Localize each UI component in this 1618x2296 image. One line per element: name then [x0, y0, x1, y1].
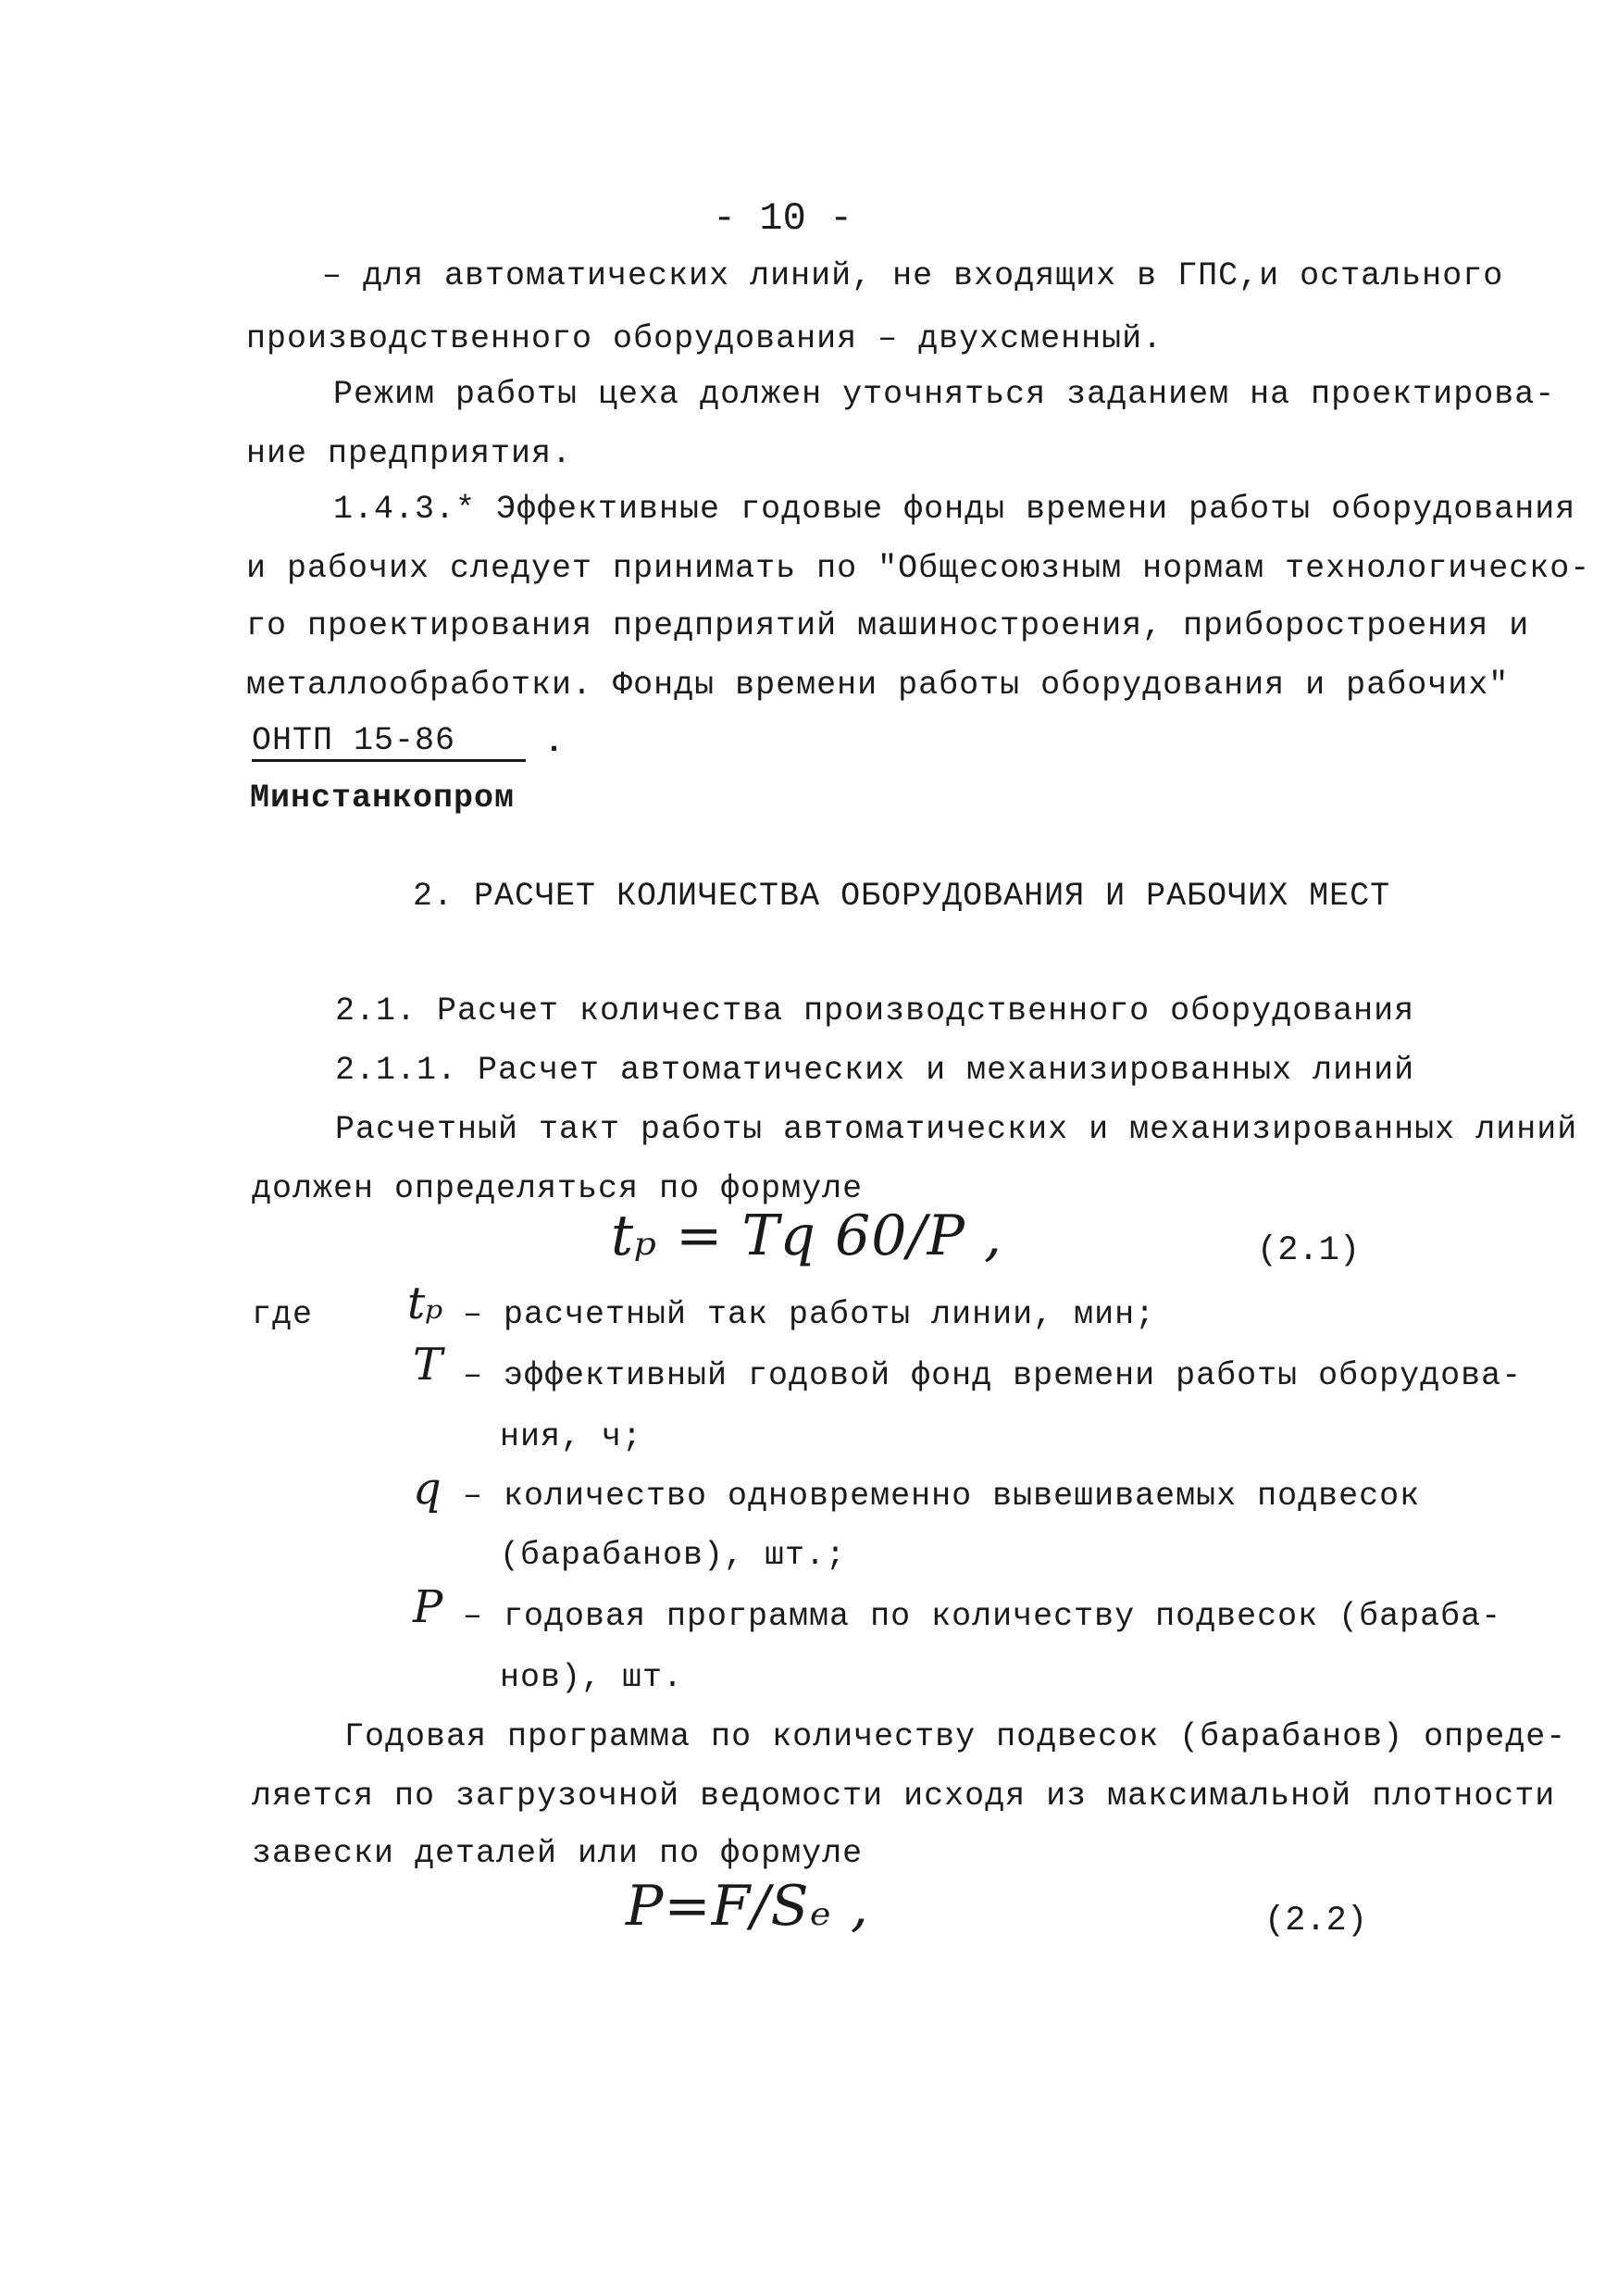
- text-line: 1.4.3.* Эффективные годовые фонды времени работы оборудования: [333, 491, 1576, 528]
- definition-text: – эффективный годовой фонд времени работы оборудова-: [463, 1357, 1523, 1394]
- standard-reference: ОНТП 15-86: [252, 722, 526, 762]
- definition-cont: (барабанов), шт.;: [500, 1537, 847, 1574]
- text-line: и рабочих следует принимать по "Общесоюзным нормам технологическо-: [246, 550, 1591, 587]
- text-line: ляется по загрузочной ведомости исходя из максимальной плотности: [252, 1778, 1556, 1815]
- definition-cont: нов), шт.: [500, 1659, 684, 1696]
- subsection-title: 2.1.1. Расчет автоматических и механизированных линий: [335, 1052, 1415, 1089]
- definition-text: – количество одновременно вывешиваемых подвесок: [463, 1478, 1421, 1515]
- page-number: - 10 -: [713, 196, 853, 241]
- subsection-title: 2.1. Расчет количества производственного оборудования: [335, 992, 1415, 1029]
- equation-number: (2.2): [1264, 1902, 1368, 1940]
- definition-text: – расчетный так работы линии, мин;: [463, 1296, 1156, 1333]
- symbol: P: [413, 1581, 443, 1633]
- text-line: завески деталей или по формуле: [252, 1835, 864, 1872]
- text-line: металлообработки. Фонды времени работы оборудования и рабочих": [246, 667, 1510, 704]
- section-title: 2. РАСЧЕТ КОЛИЧЕСТВА ОБОРУДОВАНИЯ И РАБОЧИХ МЕСТ: [413, 878, 1391, 915]
- symbol: T: [413, 1339, 443, 1391]
- equation-number: (2.1): [1257, 1231, 1361, 1270]
- text-line: должен определяться по формуле: [252, 1170, 864, 1207]
- text-line: ние предприятия.: [246, 435, 573, 472]
- text-dot: .: [544, 724, 566, 761]
- text-line: Годовая программа по количеству подвесок (барабанов) опреде-: [344, 1718, 1567, 1755]
- text-line: производственного оборудования – двухсменный.: [246, 320, 1164, 357]
- where-label: где: [252, 1296, 314, 1333]
- text-line: Режим работы цеха должен уточняться заданием на проектирова-: [333, 376, 1556, 413]
- text-line: Расчетный такт работы автоматических и механизированных линий: [335, 1111, 1578, 1148]
- text-line: – для автоматических линий, не входящих в ГПС,и остального: [322, 257, 1504, 294]
- symbol: tₚ: [407, 1278, 443, 1329]
- ministry-name: Минстанкопром: [250, 780, 516, 817]
- formula-2-1: tₚ = Tq 60/P ,: [611, 1204, 1003, 1268]
- definition-text: – годовая программа по количеству подвесок (бараба-: [463, 1598, 1502, 1635]
- definition-cont: ния, ч;: [500, 1418, 643, 1455]
- symbol: q: [413, 1463, 442, 1515]
- formula-2-2: P=F/Sₑ ,: [626, 1874, 869, 1939]
- text-line: го проектирования предприятий машиностроения, приборостроения и: [246, 607, 1530, 644]
